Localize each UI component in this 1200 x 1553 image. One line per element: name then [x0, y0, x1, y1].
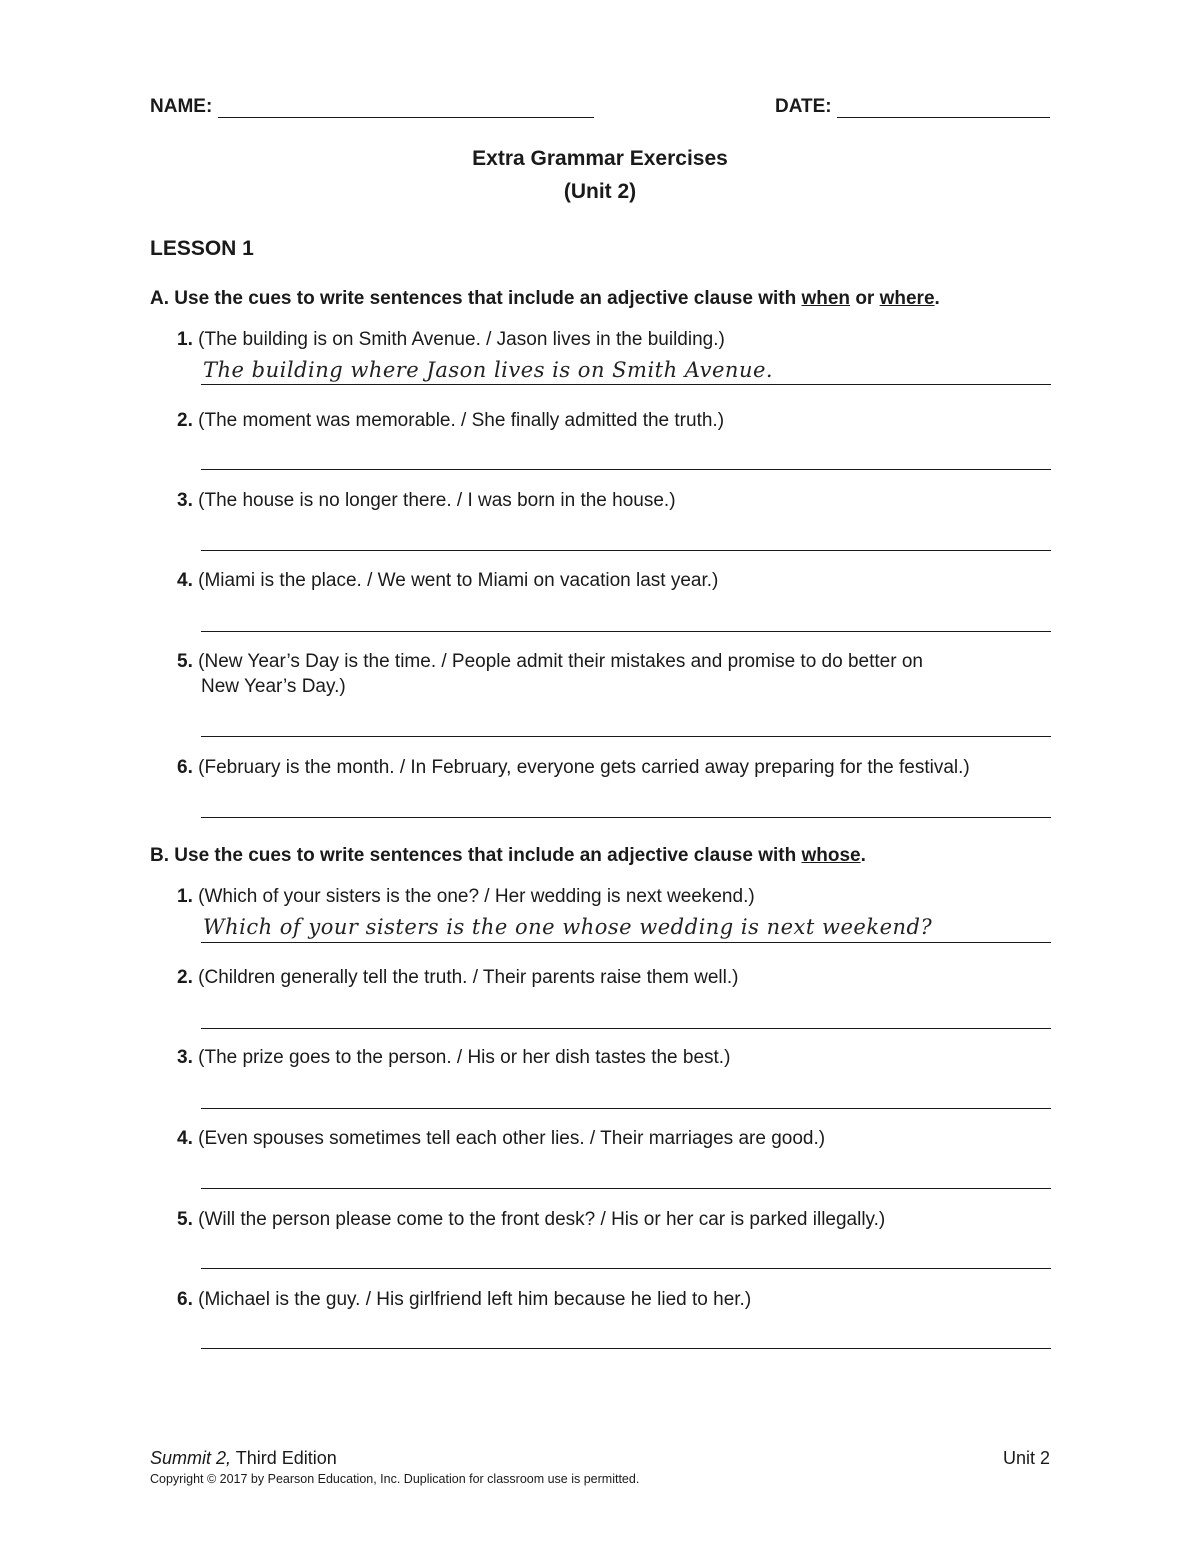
question-item: [177, 1045, 1057, 1070]
lesson-heading: LESSON 1: [150, 237, 254, 260]
question-number: 1.: [177, 886, 193, 907]
question-number: 4.: [177, 570, 193, 591]
answer-line[interactable]: [201, 384, 1051, 385]
question-number: 3.: [177, 490, 193, 511]
question-item: [177, 408, 1057, 433]
question-item: [177, 649, 1057, 699]
name-label: NAME:: [150, 96, 213, 117]
answer-line[interactable]: [201, 469, 1051, 470]
date-label: DATE:: [775, 96, 832, 117]
question-item: [177, 965, 1057, 990]
page-subtitle: (Unit 2): [563, 180, 637, 203]
question-cue: (Miami is the place. / We went to Miami on vacation last year.): [198, 570, 719, 591]
question-number: 3.: [177, 1047, 193, 1068]
footer-unit: Unit 2: [1002, 1448, 1050, 1468]
answer-line[interactable]: [201, 1348, 1051, 1349]
answer-line[interactable]: [201, 1188, 1051, 1189]
answer-line[interactable]: [201, 631, 1051, 632]
question-number: 6.: [177, 1289, 193, 1310]
handwritten-answer: Which of your sisters is the one whose wedding is next weekend?: [203, 915, 933, 939]
question-number: 4.: [177, 1128, 193, 1149]
section-b-instruction: B. Use the cues to write sentences that include an adjective clause with whose.: [150, 845, 866, 866]
question-item: [177, 1207, 1057, 1232]
question-item: [177, 755, 1057, 780]
answer-line[interactable]: [201, 817, 1051, 818]
question-cue: (Will the person please come to the front desk? / His or her car is parked illegally.): [198, 1209, 886, 1230]
question-cue: (Children generally tell the truth. / Their parents raise them well.): [198, 967, 739, 988]
question-number: 2.: [177, 967, 193, 988]
question-item: [177, 568, 1057, 593]
question-item: [177, 884, 1057, 909]
page-title: Extra Grammar Exercises: [472, 147, 728, 170]
footer-book: Summit 2, Third Edition: [150, 1448, 337, 1468]
question-cue: (The prize goes to the person. / His or her dish tastes the best.): [198, 1047, 731, 1068]
question-cue: (The moment was memorable. / She finally admitted the truth.): [198, 410, 725, 431]
question-cue: (February is the month. / In February, everyone gets carried away preparing for the festival.): [198, 757, 970, 778]
footer-copyright: Copyright © 2017 by Pearson Education, Inc. Duplication for classroom use is permitted.: [150, 1472, 640, 1486]
question-cue: (Which of your sisters is the one? / Her wedding is next weekend.): [198, 886, 755, 907]
question-cue: (New Year’s Day is the time. / People admit their mistakes and promise to do better on: [198, 651, 923, 672]
answer-line[interactable]: [201, 736, 1051, 737]
question-item: [177, 1126, 1057, 1151]
question-cue: (Even spouses sometimes tell each other lies. / Their marriages are good.): [198, 1128, 826, 1149]
date-field[interactable]: [837, 117, 1050, 118]
question-number: 6.: [177, 757, 193, 778]
question-number: 5.: [177, 651, 193, 672]
question-number: 2.: [177, 410, 193, 431]
answer-line[interactable]: [201, 1268, 1051, 1269]
question-cue-continued: New Year’s Day.): [201, 676, 346, 697]
question-cue: (Michael is the guy. / His girlfriend left him because he lied to her.): [198, 1289, 752, 1310]
question-number: 5.: [177, 1209, 193, 1230]
answer-line[interactable]: [201, 1028, 1051, 1029]
answer-line[interactable]: [201, 942, 1051, 943]
question-number: 1.: [177, 329, 193, 350]
section-a-instruction: A. Use the cues to write sentences that include an adjective clause with when or where.: [150, 288, 940, 309]
question-item: [177, 327, 1057, 352]
answer-line[interactable]: [201, 550, 1051, 551]
question-cue: (The house is no longer there. / I was born in the house.): [198, 490, 676, 511]
question-item: [177, 488, 1057, 513]
question-item: [177, 1287, 1057, 1312]
handwritten-answer: The building where Jason lives is on Smith Avenue.: [203, 358, 774, 382]
answer-line[interactable]: [201, 1108, 1051, 1109]
question-cue: (The building is on Smith Avenue. / Jason lives in the building.): [198, 329, 725, 350]
name-field[interactable]: [218, 117, 594, 118]
